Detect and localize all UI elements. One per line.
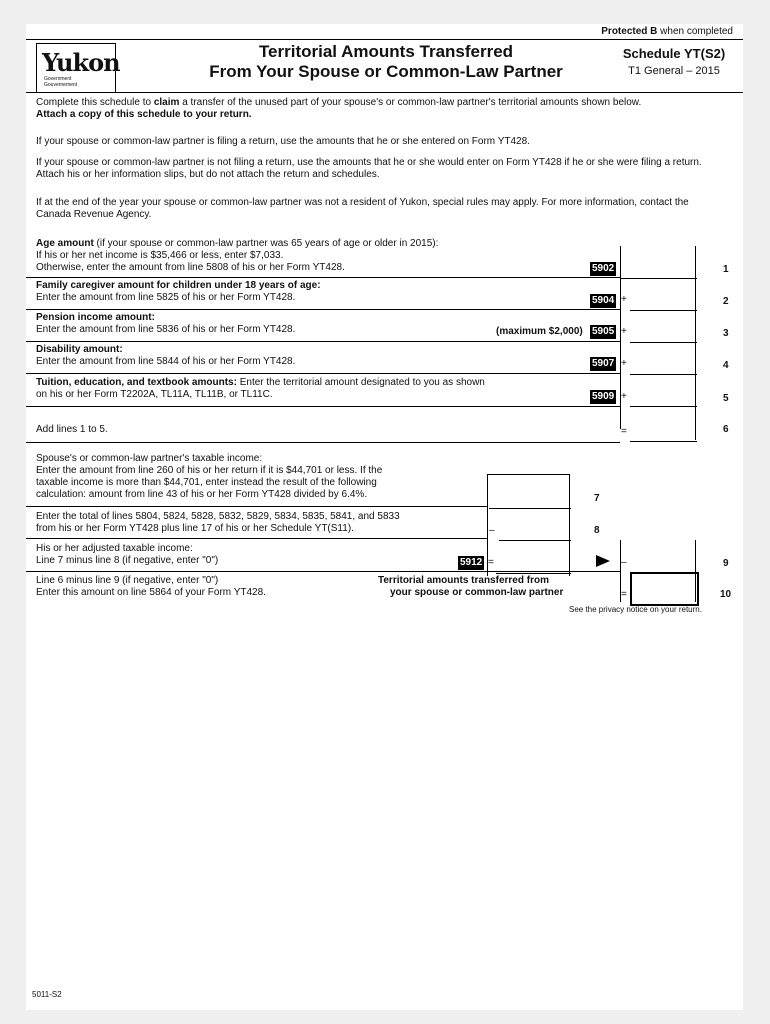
intro-paragraph-2: If your spouse or common-law partner is filing a return, use the amounts that he or she entered on Form YT428. [36, 136, 530, 147]
line2-code: 5904 [592, 295, 615, 306]
form-title-line2: From Your Spouse or Common-Law Partner [209, 62, 563, 81]
line4-code: 5907 [592, 358, 615, 369]
line9-code: 5912 [460, 557, 483, 568]
line1-amount-input[interactable] [621, 260, 697, 279]
line1-head-bold: Age amount [36, 238, 94, 249]
line1-number: 1 [723, 264, 729, 275]
line1-head-rest: (if your spouse or common-law partner was 65 years of age or older in 2015): [93, 238, 439, 249]
protected-b-label: Protected B [601, 26, 658, 37]
line4-plus-sign: + [621, 358, 627, 369]
line9-text-2: Line 7 minus line 8 (if negative, enter "0") [36, 555, 219, 566]
intro-paragraph-1 [36, 97, 726, 121]
line7-text-4: calculation: amount from line 43 of his or her Form YT428 divided by 6.4%. [36, 489, 368, 500]
line4-heading: Disability amount: [36, 344, 123, 355]
line3-plus-sign: + [621, 326, 627, 337]
line5-head-bold: Tuition, education, and textbook amounts: [36, 377, 237, 388]
line6-amount-input[interactable] [630, 423, 697, 442]
line1-text-2: If his or her net income is $35,466 or less, enter $7,033. [36, 250, 284, 261]
line2-heading: Family caregiver amount for children under 18 years of age: [36, 280, 321, 291]
line7-amount-input[interactable] [489, 490, 571, 509]
line8-number: 8 [594, 525, 600, 536]
line2-number: 2 [723, 296, 729, 307]
intro-p1-pre: Complete this schedule to [36, 97, 154, 108]
form-title-line1: Territorial Amounts Transferred [258, 42, 514, 61]
yukon-logo [36, 43, 120, 93]
arrow-right-icon [596, 555, 610, 567]
line9-minus-sign: – [621, 557, 627, 568]
line5-number: 5 [723, 393, 729, 404]
line6-equals-sign: = [621, 426, 627, 437]
line9-number: 9 [723, 558, 729, 569]
line3-text: Enter the amount from line 5836 of his or her Form YT428. [36, 324, 296, 335]
line10-text-2: Enter this amount on line 5864 of your Form YT428. [36, 587, 266, 598]
line8-minus-sign: – [489, 525, 495, 536]
line2-text: Enter the amount from line 5825 of his or her Form YT428. [36, 292, 296, 303]
intro-p1-bold: claim [153, 97, 180, 108]
line3-code: 5905 [592, 326, 615, 337]
schedule-id: Schedule YT(S2) [622, 46, 726, 61]
protected-suffix: when completed [657, 26, 733, 37]
form-code: 5011-S2 [32, 990, 62, 999]
line7-text-3: taxable income is more than $44,701, enter instead the result of the following [36, 477, 377, 488]
line3-maximum-note: (maximum $2,000) [496, 326, 583, 337]
privacy-notice: See the privacy notice on your return. [569, 605, 702, 614]
line9-equals-sign: = [488, 557, 494, 568]
intro-paragraph-3: If your spouse or common-law partner is not filing a return, use the amounts that he or she would enter on Form YT428 if he or she were filing a return. Attach his or her information slips, but do not attach the return and schedules. [36, 157, 702, 180]
line7-number: 7 [594, 493, 600, 504]
intro-p1-line2: Attach a copy of this schedule to your return. [36, 109, 252, 120]
line3-amount-input[interactable] [630, 324, 697, 343]
line1-code: 5902 [592, 263, 615, 274]
line6-number: 6 [723, 424, 729, 435]
line2-amount-input[interactable] [630, 292, 697, 311]
line10-text-1: Line 6 minus line 9 (if negative, enter "0") [36, 575, 219, 586]
line10-label-2: your spouse or common-law partner [390, 587, 564, 598]
line10-label-1: Territorial amounts transferred from [378, 575, 549, 586]
logo-sub-french: Gouvernement [44, 82, 78, 88]
line5-code: 5909 [592, 391, 615, 402]
line4-amount-input[interactable] [630, 356, 697, 375]
line6-text: Add lines 1 to 5. [36, 424, 108, 435]
protected-b-notice [601, 26, 733, 37]
line2-plus-sign: + [621, 294, 627, 305]
line3-number: 3 [723, 328, 729, 339]
line9-text-1: His or her adjusted taxable income: [36, 543, 193, 554]
line7-text-1: Spouse's or common-law partner's taxable income: [36, 453, 263, 464]
line4-text: Enter the amount from line 5844 of his or her Form YT428. [36, 356, 296, 367]
logo-word: Yukon [42, 48, 120, 77]
line4-number: 4 [723, 360, 729, 371]
line5-plus-sign: + [621, 391, 627, 402]
line3-heading: Pension income amount: [36, 312, 155, 323]
line8-text-1: Enter the total of lines 5804, 5824, 5828, 5832, 5829, 5834, 5835, 5841, and 5833 [36, 511, 400, 522]
line7-text-2: Enter the amount from line 260 of his or her return if it is $44,701 or less. If the [36, 465, 383, 476]
line10-total-input[interactable] [630, 572, 699, 606]
line5-amount-input[interactable] [630, 388, 697, 407]
intro-p1-post: a transfer of the unused part of your spouse's or common-law partner's territorial amounts shown below. [179, 97, 642, 108]
line1-text-3: Otherwise, enter the amount from line 5808 of his or her Form YT428. [36, 262, 345, 273]
line8-text-2: from his or her Form YT428 plus line 17 of his or her Schedule YT(S11). [36, 523, 354, 534]
line5-heading [36, 377, 485, 388]
line5-head-rest: Enter the territorial amount designated to you as shown [236, 377, 485, 388]
form-year: T1 General – 2015 [628, 65, 720, 77]
line5-text: on his or her Form T2202A, TL11A, TL11B, or TL11C. [36, 389, 273, 400]
line10-equals-sign: = [621, 589, 627, 600]
logo-sub-english: Government [44, 76, 72, 82]
intro-paragraph-4: If at the end of the year your spouse or common-law partner was not a resident of Yukon, special rules may apply. For more information, contact the Canada Revenue Agency. [36, 197, 689, 220]
line8-amount-input[interactable] [499, 522, 571, 541]
form-page [26, 24, 743, 1010]
line1-heading [36, 238, 438, 249]
line10-number: 10 [720, 589, 732, 600]
